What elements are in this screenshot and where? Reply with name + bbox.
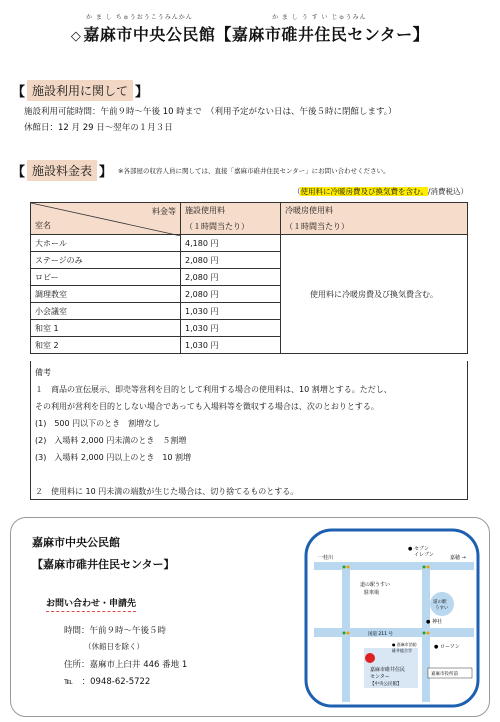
header-diagonal-cell: [31, 203, 181, 235]
room-name: 和室 1: [31, 320, 181, 337]
contact-hours-note: （休館日を除く）: [84, 642, 144, 651]
road-upper: [314, 562, 474, 570]
remarks-title: 備考: [35, 368, 51, 377]
fees-heading-label: 施設料金表: [27, 160, 97, 181]
header-ac-2: （１時間当たり）: [281, 219, 468, 235]
map-label-hoken: 碓井総合学: [392, 648, 412, 653]
room-fee: 1,030 円: [181, 303, 281, 320]
map-label-city-office: 嘉麻市役所前: [431, 672, 458, 677]
usage-hours: 施設利用可能時間：午前９時～午後 10 時まで （利用予定がない日は、午後５時に閉館します。）: [24, 107, 397, 117]
remarks-line: ２ 使用料に 10 円未満の端数が生じた場合は、切り捨てるものとする。: [35, 487, 299, 496]
contact-hours: 時間：午前９時～午後５時: [64, 626, 167, 636]
map-label-center-3: 【中央公民館】: [370, 682, 402, 687]
table-header-row: [31, 203, 468, 219]
header-fee-label: 料金等: [152, 207, 176, 216]
room-name: 調理教室: [31, 286, 181, 303]
room-fee: 4,180 円: [181, 235, 281, 252]
contact-heading: お問い合わせ・申請先: [46, 596, 136, 612]
room-fee: 2,080 円: [181, 252, 281, 269]
facility-name: 嘉麻市中央公民館: [32, 536, 120, 549]
header-fee-2: （１時間当たり）: [181, 219, 281, 235]
remarks-line: １ 商品の宣伝展示、即売等営利を目的として利用する場合の使用料は、10 割増とする。ただし、: [35, 385, 392, 394]
bracket-close: 】: [135, 85, 149, 100]
center-marker-icon: [365, 653, 375, 663]
map-label-lawson: ● ローソン: [434, 644, 460, 650]
contact-address: 住所：嘉麻市上臼井 446 番地 1: [64, 660, 188, 670]
fee-table: [30, 202, 468, 354]
map-label-center-1: 嘉麻市碓井住民: [370, 667, 406, 673]
remarks-line: (1) 500 円以下のとき 割増なし: [35, 419, 161, 428]
remarks-line: (2) 入場料 2,000 円未満のとき ５割増: [35, 436, 187, 445]
map-label-michinoeki: 道の駅うすい: [360, 582, 391, 588]
room-fee: 1,030 円: [181, 337, 281, 354]
map-label-eki-2: うすい: [435, 606, 449, 611]
facility-subname: 【嘉麻市碓井住民センター】: [32, 558, 175, 571]
bracket-open: 【: [12, 165, 26, 180]
usage-closed-days: 休館日：12 月 29 日～翌年の１月３日: [24, 123, 173, 133]
room-name: ロビー: [31, 269, 181, 286]
map-label-ichiki: 一桂川: [318, 555, 334, 561]
title-ruby-1: か ま し ちゅうおうこうみんかん: [86, 14, 193, 21]
road-route211: [314, 628, 474, 637]
access-map: [304, 528, 480, 708]
remarks-box: [30, 361, 468, 500]
bracket-open: 【: [12, 85, 26, 100]
map-label-seven: ● セブン: [408, 546, 429, 552]
header-fee-1: 施設使用料: [181, 203, 281, 219]
room-name: 和室 2: [31, 337, 181, 354]
remarks-line: (3) 入場料 2,000 円以上のとき 10 割増: [35, 453, 192, 462]
page-title: [0, 22, 500, 45]
map-label-seven-2: イレブン: [414, 552, 434, 558]
remarks-line: その利用が営利を目的としない場合であっても入場料等を徴収する場合は、次のとおりとする。: [35, 402, 379, 411]
map-label-police: ● 嘉麻市消防: [392, 642, 417, 647]
remarks-spacer: [35, 466, 463, 483]
map-label-jinja: ● 神社: [426, 619, 442, 625]
title-ruby-2: か ま し う す い じゅうみん: [272, 14, 367, 21]
tax-note-paren: （: [292, 187, 301, 196]
tax-note: [293, 186, 468, 197]
room-name: 大ホール: [31, 235, 181, 252]
map-label-route: 国道 211 号: [368, 632, 393, 637]
capacity-note: ※各部屋の収容人員に関しては、直接「嘉麻市碓井住民センター」にお問い合わせください。: [118, 167, 390, 175]
fees-heading: [12, 160, 112, 181]
tax-note-highlight: 使用料に冷暖房費及び換気費を含む。: [300, 187, 428, 196]
map-label-parking: 駐車場: [364, 590, 380, 596]
diamond-icon: ◇: [70, 29, 82, 44]
map-label-kaho: 嘉穂 →: [450, 555, 466, 561]
header-room-label: 室名: [35, 221, 51, 230]
ac-fee-note: 使用料に冷暖房費及び換気費含む。: [281, 235, 468, 354]
room-fee: 2,080 円: [181, 269, 281, 286]
usage-heading-label: 施設利用に関して: [27, 80, 133, 101]
bracket-close: 】: [99, 165, 113, 180]
page-title-text: 嘉麻市中央公民館【嘉麻市碓井住民センター】: [83, 25, 430, 44]
usage-heading: [12, 80, 148, 101]
room-fee: 1,030 円: [181, 320, 281, 337]
map-label-eki-1: 道の駅: [433, 600, 447, 605]
room-name: 小会議室: [31, 303, 181, 320]
header-ac-1: 冷暖房使用料: [281, 203, 468, 219]
room-name: ステージのみ: [31, 252, 181, 269]
tax-note-rest: /消費税込）: [427, 187, 468, 196]
room-fee: 2,080 円: [181, 286, 281, 303]
contact-tel: ℡ ：0948-62-5722: [64, 677, 151, 687]
table-row: [31, 235, 468, 252]
map-label-center-2: センター: [370, 674, 390, 680]
